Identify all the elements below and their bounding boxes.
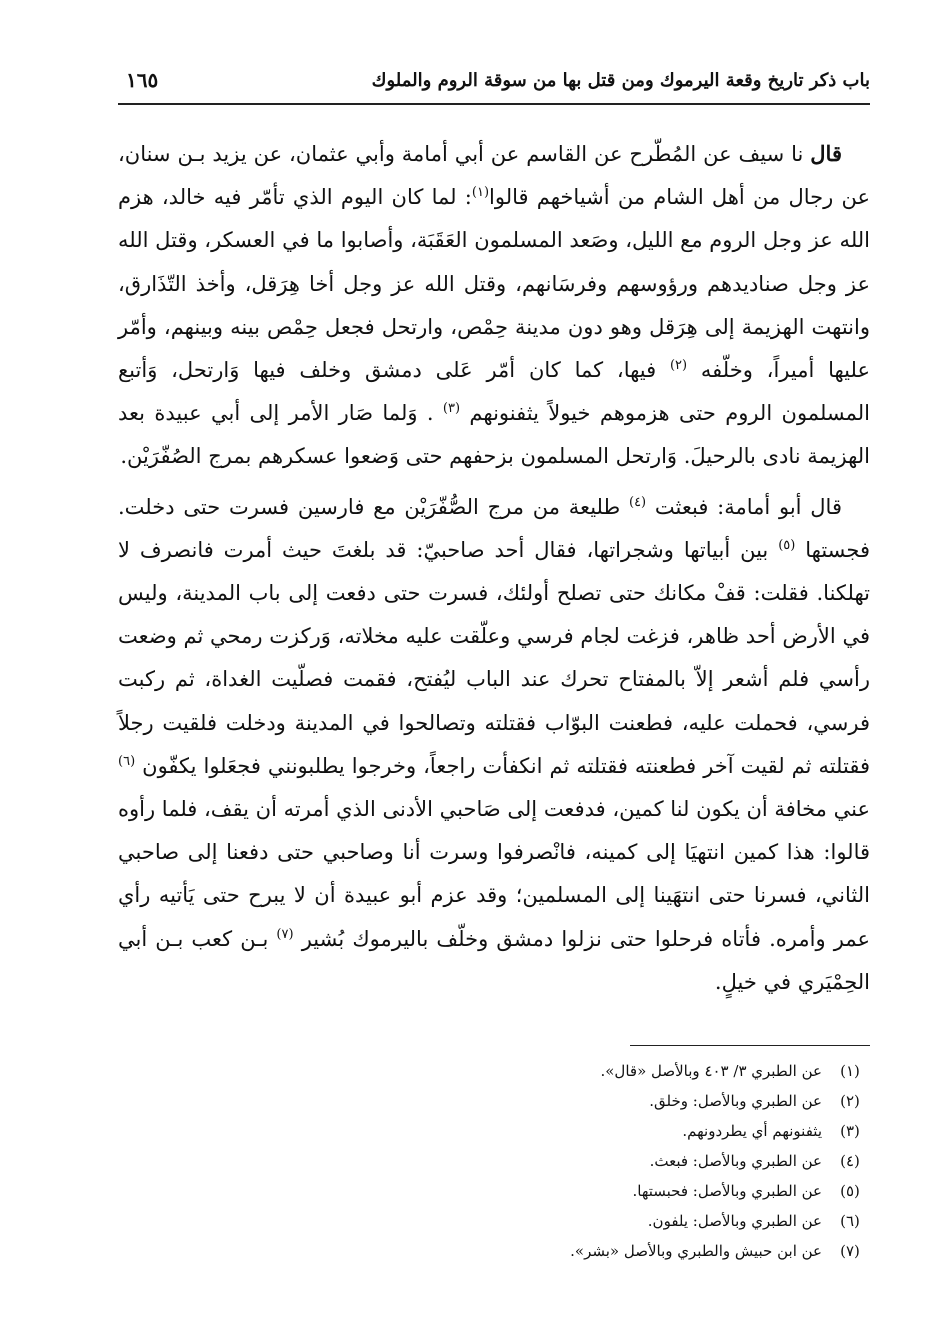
lead-word: قال <box>810 141 842 166</box>
footnote-item <box>118 1236 870 1266</box>
footnote-text: عن الطبري وبالأصل: يلفون. <box>647 1212 822 1230</box>
main-text <box>118 132 870 1004</box>
footnote-number: (٧) <box>840 1242 860 1260</box>
footnote-item <box>118 1086 870 1116</box>
footnote-ref-2: (٢) <box>669 358 688 374</box>
footnote-text: يثفنونهم أي يطردونهم. <box>682 1122 822 1140</box>
footnote-text: عن الطبري وبالأصل: فحبستها. <box>632 1182 822 1200</box>
text-run: طليعة من مرج الصُّفّرَيْن مع فارسين فسرت حتى دخلت. فجستها <box>118 494 871 562</box>
text-run: عني مخافة أن يكون لنا كمين، فدفعت إلى صَاحبي الأدنى الذي أمرته أن يقف، فلما رأوه قالوا: هذا كمين انتهيَا إلى كمينه، فانْصرفوا وسرت أنا وصاحبي حتى دفعنا إلى صاحبي الثاني، فسرنا حتى انتهَينا إلى المسلمين؛ وقد عزم أبو عبيدة أن لا يبرح حتى يَأتيه رأي عمر وأمره. فأتاه فرحلوا حتى نزلوا دمشق وخلّف باليرموك بُشير <box>118 797 870 951</box>
paragraph-1 <box>118 132 870 479</box>
page-number: ١٦٥ <box>126 68 159 92</box>
footnote-ref-3: (٣) <box>442 401 461 417</box>
footnote-text: عن الطبري وبالأصل: وخلق. <box>649 1092 822 1110</box>
footnote-item <box>118 1146 870 1176</box>
footnote-number: (٥) <box>840 1182 860 1200</box>
footnotes-list <box>118 1056 870 1266</box>
text-run: : لما كان اليوم الذي تأمّر فيه خالد، هزم الله عز وجل الروم مع الليل، وصَعد المسلمون العَقَبَة، وأصابوا ما في العسكر، وقتل الله عز وجل صناديدهم ورؤوسهم وفرسَانهم، وقتل الله عز وجل أخا هِرَقل، وأخذ التّذَارق، وانتهت الهزيمة إلى هِرَقل وهو دون مدينة حِمْص، وارتحل فجعل حِمْص بينه وبينهم، وأمّر عليها أميراً، وخلّفه <box>118 185 870 383</box>
text-run: بـن كعب بـن أبي الحِمْيَري في خيلٍ. <box>118 926 870 994</box>
footnote-ref-6: (٦) <box>118 753 136 769</box>
text-run: . وَلما صَار الأمر إلى أبي عبيدة بعد الهزيمة نادى بالرحيلَ. وَارتحل المسلمون بزحفهم حتى وَضعوا عسكرهم بمرج الصُفّرَيْن. <box>118 401 870 469</box>
footnote-number: (٣) <box>840 1122 860 1140</box>
footnote-item <box>118 1176 870 1206</box>
text-run: نا سيف عن المُطّرح عن القاسم عن أبي أمامة وأبي عثمان، عن يزيد بـن سنان، عن رجال من أهل الشام من أشياخهم قالوا <box>118 142 870 210</box>
footnote-number: (١) <box>840 1062 860 1080</box>
header-rule <box>118 103 870 105</box>
paragraph-2 <box>118 486 870 1004</box>
text-run: فيها، كما كان أمّر عَلى دمشق وخلف فيها وَارتحل، وَأتبع المسلمون الروم حتى هزموهم خيولاً يثفنونهم <box>118 358 871 426</box>
footnote-item <box>118 1056 870 1086</box>
footnote-ref-4: (٤) <box>628 494 647 510</box>
footnote-item <box>118 1116 870 1146</box>
text-run: بين أبياتها وشجراتها، فقال أحد صاحبيّ: قد بلغتَ حيث أمرت فانصرف لا تهلكنا. فقلت: قفْ مكانك حتى تصلح أولئك، فسرت حتى دفعت إلى باب المدينة، وليس في الأرض أحد ظاهر، فزغت لجام فرسي وعلّقت عليه مخلاته، وَركزت رمحي ثم وضعت رأسي فلم أشعر إلاّ بالمفتاح تحرك عند الباب ليُفتح، فقمت فصلّيت الغداة، ثم ركبت فرسي، فحملت عليه، فطعنت البوّاب فقتلته وتصالحوا في المدينة ودخلت فلقيت رجلاً فقتلته ثم لقيت آخر فطعنته فقتلته ثم انكفأت راجعاً، وخرجوا يطلبونني فجعَلوا يكفّون <box>118 537 870 778</box>
footnote-text: عن الطبري وبالأصل: فبعث. <box>649 1152 822 1170</box>
footnote-number: (٢) <box>840 1092 860 1110</box>
footnote-rule <box>630 1045 870 1046</box>
text-run: قال أبو أمامة: فبعثت <box>646 494 842 519</box>
footnote-ref-7: (٧) <box>276 926 294 942</box>
chapter-title: باب ذكر تاريخ وقعة اليرموك ومن قتل بها من سوقة الروم والملوك <box>371 70 870 91</box>
footnote-item <box>118 1206 870 1236</box>
footnote-number: (٤) <box>840 1152 860 1170</box>
footnote-text: عن الطبري ٣/ ٤٠٣ وبالأصل «قال». <box>600 1062 822 1080</box>
footnote-text: عن ابن حبيش والطبري وبالأصل «بشر». <box>570 1242 822 1260</box>
footnote-number: (٦) <box>840 1212 860 1230</box>
running-head <box>118 62 870 102</box>
footnote-ref-5: (٥) <box>778 537 796 553</box>
footnote-ref-1: (١) <box>471 185 490 201</box>
